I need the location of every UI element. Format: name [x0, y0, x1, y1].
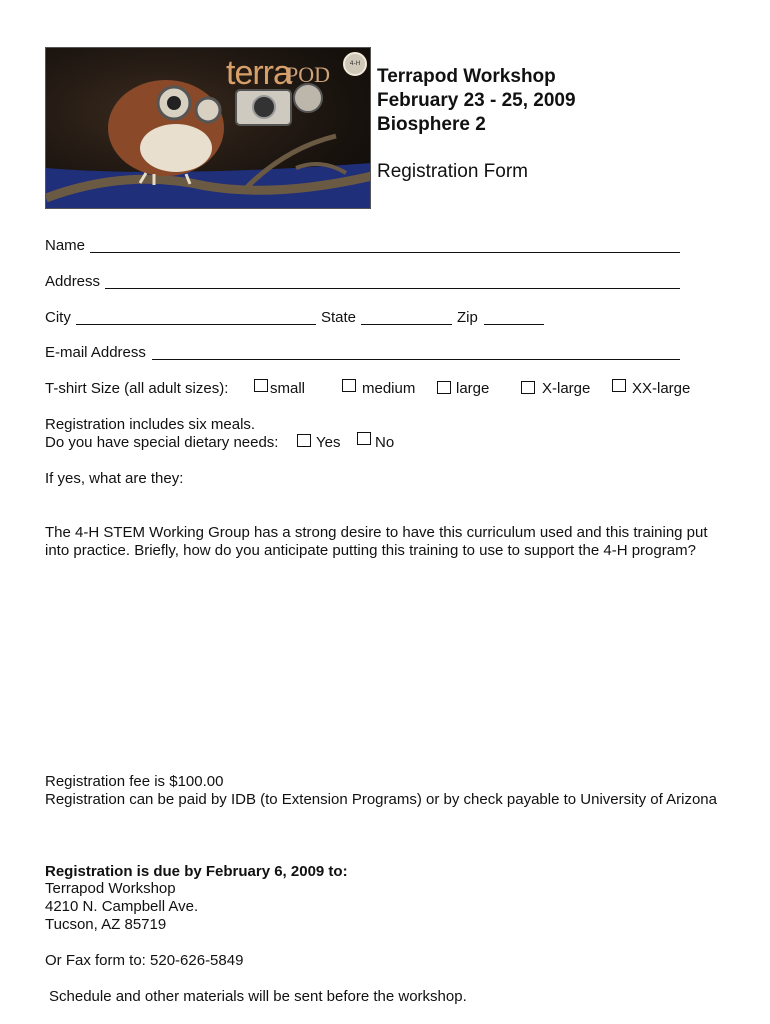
tshirt-large-checkbox[interactable] — [437, 381, 451, 394]
terrapod-logo-image — [45, 47, 371, 209]
dietary-details-label: If yes, what are they: — [45, 470, 184, 487]
email-label: E-mail Address — [45, 344, 146, 361]
address-label: Address — [45, 273, 101, 290]
dietary-no-checkbox[interactable] — [357, 432, 371, 445]
seal-badge: 4-H — [343, 52, 367, 76]
dietary-yes-checkbox[interactable] — [297, 434, 311, 447]
name-label: Name — [45, 237, 86, 254]
tshirt-small-checkbox[interactable] — [254, 379, 268, 392]
schedule-note: Schedule and other materials will be sent before the workshop. — [49, 988, 467, 1005]
tshirt-xlarge-checkbox[interactable] — [521, 381, 535, 394]
workshop-title: Terrapod Workshop — [377, 66, 556, 87]
workshop-dates: February 23 - 25, 2009 — [377, 90, 576, 111]
logo-wordmark: terra — [226, 54, 291, 92]
dietary-yes-label: Yes — [316, 434, 341, 451]
email-field[interactable] — [152, 359, 680, 360]
tshirt-xxlarge-checkbox[interactable] — [612, 379, 626, 392]
tshirt-xxlarge-label: XX-large — [632, 380, 691, 397]
mail-address-line3: Tucson, AZ 85719 — [45, 916, 167, 933]
fax-number: Or Fax form to: 520-626-5849 — [45, 952, 244, 969]
tshirt-medium-checkbox[interactable] — [342, 379, 356, 392]
zip-field[interactable] — [484, 324, 544, 325]
payment-instructions: Registration can be paid by IDB (to Extension Programs) or by check payable to University of Arizona — [45, 791, 717, 808]
stem-question-line1: The 4-H STEM Working Group has a strong desire to have this curriculum used and this training put — [45, 524, 708, 541]
zip-label: Zip — [457, 309, 478, 326]
stem-question-line2: into practice. Briefly, how do you anticipate putting this training to use to support the 4-H program? — [45, 542, 696, 559]
tshirt-large-label: large — [456, 380, 490, 397]
logo-wordmark-suffix: POD — [286, 62, 331, 87]
tshirt-medium-label: medium — [362, 380, 416, 397]
city-field[interactable] — [76, 324, 316, 325]
workshop-location: Biosphere 2 — [377, 114, 486, 135]
tshirt-xlarge-label: X-large — [542, 380, 591, 397]
mail-address-line2: 4210 N. Campbell Ave. — [45, 898, 199, 915]
form-title: Registration Form — [377, 161, 528, 182]
dietary-question: Do you have special dietary needs: — [45, 434, 279, 451]
meals-note: Registration includes six meals. — [45, 416, 256, 433]
name-field[interactable] — [90, 252, 680, 253]
state-label: State — [321, 309, 357, 326]
tshirt-label: T-shirt Size (all adult sizes): — [45, 380, 229, 397]
dietary-no-label: No — [375, 434, 395, 451]
due-date-heading: Registration is due by February 6, 2009 to: — [45, 863, 348, 880]
tshirt-small-label: small — [270, 380, 306, 397]
city-label: City — [45, 309, 71, 326]
mail-address-line1: Terrapod Workshop — [45, 880, 176, 897]
address-field[interactable] — [105, 288, 680, 289]
fee-amount: Registration fee is $100.00 — [45, 773, 224, 790]
state-field[interactable] — [361, 324, 452, 325]
